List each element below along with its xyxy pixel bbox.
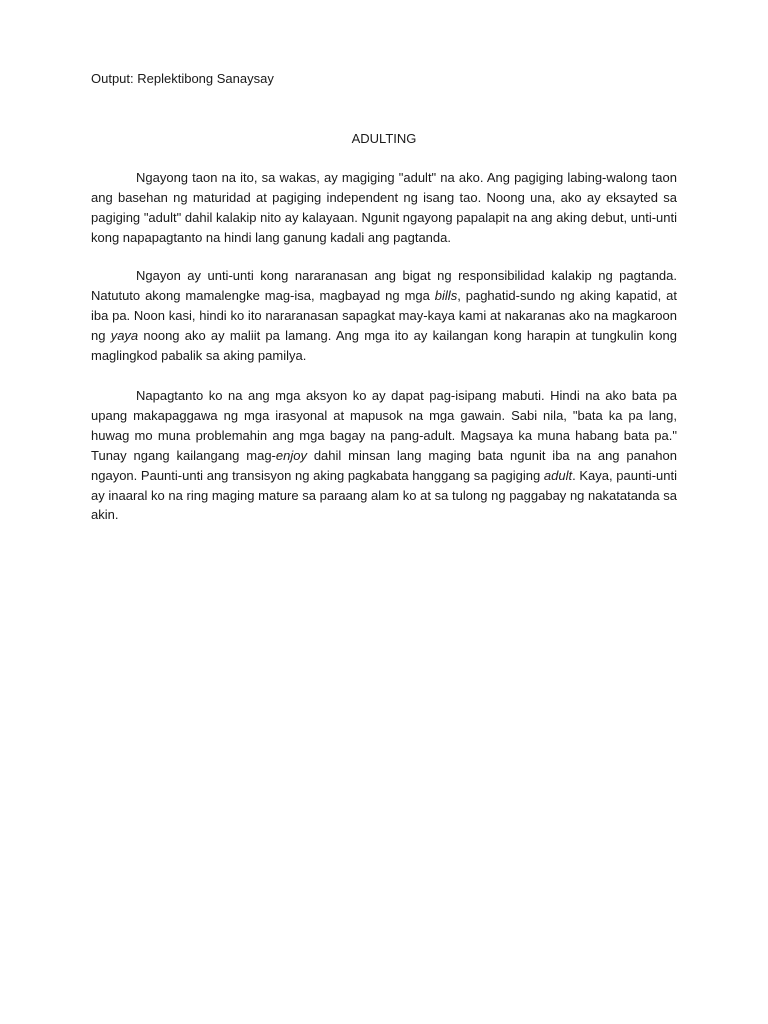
paragraph-3-text-a: Napagtanto ko na ang mga aksyon ko ay dapat pag-isipang mabuti. Hindi na ako bata pa upang makapaggawa ng mga irasyonal at mapusok na mga gawain. Sabi nila, "bata ka pa lang, huwag mo muna problemahin ang mga bagay na pang-adult. Magsaya ka muna habang bata pa." Tunay ngang kailangang mag-	[91, 388, 677, 463]
italic-word-bills: bills	[434, 287, 458, 303]
paragraph-2	[91, 266, 677, 366]
italic-word-yaya: yaya	[110, 327, 139, 343]
paragraph-2-text-c: noong ako ay maliit pa lamang. Ang mga ito ay kailangan kong harapin at tungkulin kong maglingkod pabalik sa aking pamilya.	[91, 327, 677, 363]
italic-word-adult: adult	[543, 467, 573, 483]
paragraph-3-text-c: . Kaya, paunti-unti ay inaaral ko na ring maging mature sa paraang alam ko at sa tulong ng paggabay ng nakatatanda sa akin.	[91, 467, 677, 523]
essay-title: ADULTING	[351, 131, 417, 146]
output-label: Output: Replektibong Sanaysay	[91, 71, 274, 86]
paragraph-1-text: Ngayong taon na ito, sa wakas, ay magiging "adult" na ako. Ang pagiging labing-walong taon ang basehan ng maturidad at pagiging independent ng isang tao. Noong una, ako ay eksayted sa pagiging "adult" dahil kalakip nito ay kalayaan. Ngunit ngayong papalapit na ang aking debut, unti-unti kong napapagtanto na hindi lang ganung kadali ang pagtanda.	[91, 170, 677, 245]
paragraph-2-text-a: Ngayon ay unti-unti kong nararanasan ang bigat ng responsibilidad kalakip ng pagtanda. Natututo akong mamalengke mag-isa, magbayad ng mga	[91, 268, 677, 303]
paragraph-2-text-b: , paghatid-sundo ng aking kapatid, at iba pa. Noon kasi, hindi ko ito nararanasan sapagkat may-kaya kami at nakaranas ako na magkaroon ng	[91, 287, 677, 343]
italic-word-enjoy: enjoy	[275, 447, 307, 463]
paragraph-3-text-b: dahil minsan lang maging bata ngunit iba na ang panahon ngayon. Paunti-unti ang transisyon ng aking pagkabata hanggang sa pagiging	[91, 447, 677, 483]
paragraph-3	[91, 386, 677, 525]
paragraph-1	[91, 168, 677, 248]
